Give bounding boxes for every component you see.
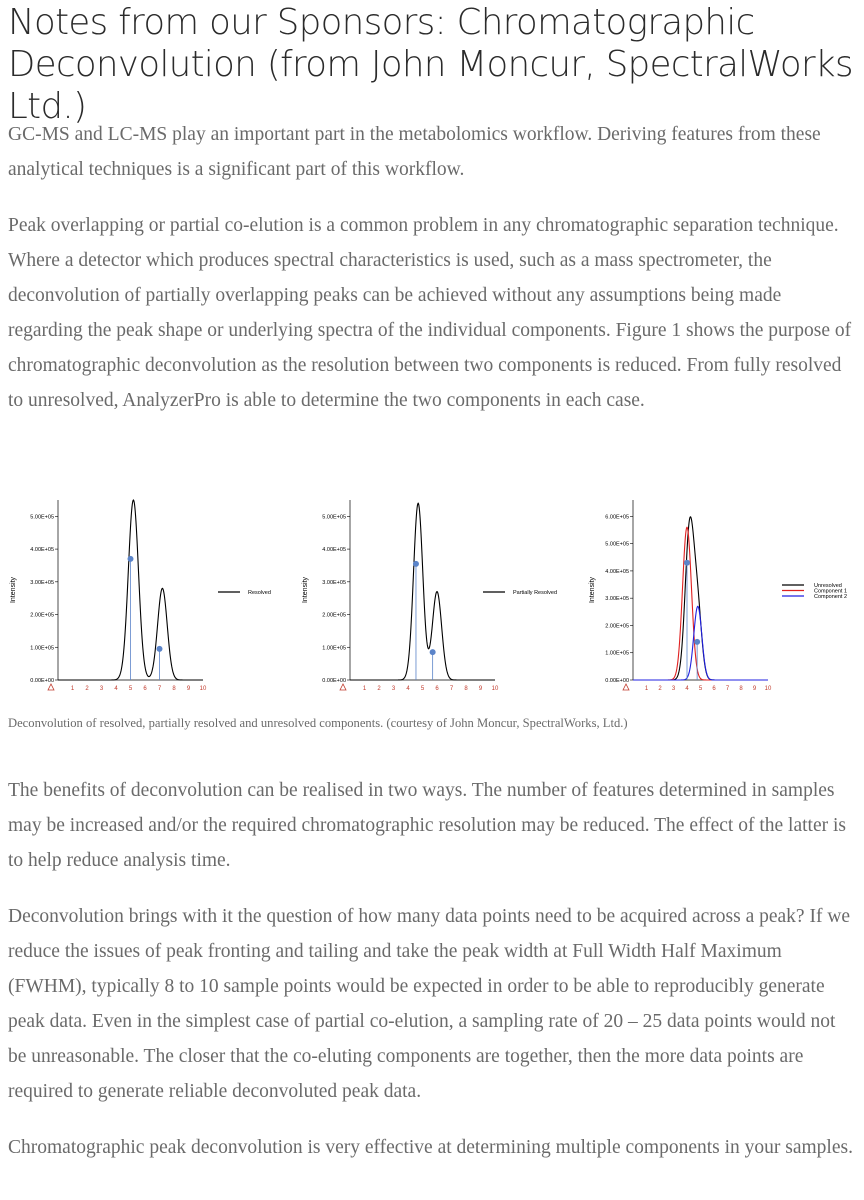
x-tick-label: 8 — [739, 686, 743, 692]
x-tick-label: 4 — [406, 686, 410, 692]
x-tick-label: 1 — [644, 686, 649, 692]
origin-marker-icon — [48, 684, 54, 690]
series-line-3 — [633, 606, 768, 680]
y-axis-label: Intensity — [302, 576, 309, 604]
y-tick-label: 5.00E+05 — [30, 514, 54, 521]
series-line-2 — [633, 527, 768, 680]
x-tick-label: 1 — [362, 686, 367, 692]
y-tick-label: 2.00E+05 — [322, 612, 346, 619]
y-tick-label: 1.00E+05 — [30, 645, 54, 652]
x-tick-label: 3 — [391, 686, 396, 692]
peak-marker — [128, 556, 134, 562]
peak-marker — [413, 561, 419, 567]
peak-marker — [684, 560, 690, 566]
y-axis-label: Intensity — [10, 576, 17, 604]
x-tick-label: 7 — [157, 686, 162, 692]
x-tick-label: 9 — [752, 686, 757, 692]
x-tick-label: 3 — [99, 686, 104, 692]
legend-label: Unresolved — [814, 583, 842, 589]
x-tick-label: 5 — [420, 686, 425, 692]
x-tick-label: 7 — [449, 686, 454, 692]
y-tick-label: 4.00E+05 — [30, 547, 54, 554]
series-line-1 — [350, 503, 495, 680]
paragraph-data-points: Deconvolution brings with it the question of how many data points need to be acquired across a peak? If we reduce the issues of peak fronting and tailing and take the peak width at Full Width Half Maximum (FWHM), typically 8 to 10 sample points would be expected in order to be able to reproducibly generate peak data. Even in the simplest case of partial co-elution, a sampling rate of 20 – 25 data points would not be unreasonable. The closer that the co-eluting components are together, then the more data points are required to generate reliable deconvoluted peak data. — [8, 906, 851, 1102]
x-tick-label: 8 — [172, 686, 176, 692]
paragraph-intro: GC-MS and LC-MS play an important part in the metabolomics workflow. Deriving features from these analytical techniques is a significant part of this workflow. — [8, 124, 821, 180]
y-tick-label: 4.00E+05 — [605, 568, 629, 575]
y-tick-label: 5.00E+05 — [322, 514, 346, 521]
x-tick-label: 7 — [725, 686, 730, 692]
x-tick-label: 4 — [114, 686, 118, 692]
paragraph-peak-overlap: Peak overlapping or partial co-elution is a common problem in any chromatographic separation technique. Where a detector which produces spectral characteristics is used, such as a mass spectrometer, the deconvolution of partially overlapping peaks can be achieved without any assumptions being made regarding the peak shape or underlying spectra of the individual components. Figure 1 shows the purpose of chromatographic deconvolution as the resolution between two components is reduced. From fully resolved to unresolved, AnalyzerPro is able to determine the two components in each case. — [8, 215, 852, 411]
x-tick-label: 10 — [491, 686, 499, 692]
chart-panel-1 — [10, 500, 271, 692]
x-tick-label: 9 — [186, 686, 191, 692]
x-tick-label: 2 — [85, 686, 89, 692]
y-tick-label: 2.00E+05 — [30, 612, 54, 619]
legend-label: Resolved — [248, 590, 271, 596]
y-tick-label: 4.00E+05 — [322, 547, 346, 554]
x-tick-label: 5 — [128, 686, 133, 692]
x-tick-label: 6 — [712, 686, 716, 692]
y-axis-label: Intensity — [589, 576, 596, 604]
x-tick-label: 10 — [764, 686, 772, 692]
x-tick-label: 2 — [377, 686, 381, 692]
legend-label: Component 2 — [814, 594, 848, 600]
x-tick-label: 8 — [464, 686, 468, 692]
x-tick-label: 2 — [658, 686, 662, 692]
y-tick-label: 0.00E+00 — [605, 678, 629, 684]
origin-marker-icon — [623, 684, 629, 690]
x-tick-label: 6 — [143, 686, 147, 692]
peak-marker — [430, 649, 436, 655]
x-tick-label: 1 — [70, 686, 75, 692]
article-title: Notes from our Sponsors: Chromatographic Deconvolution (from John Moncur, SpectralWorks Ltd.) — [8, 2, 853, 127]
chart-panel-2 — [302, 500, 557, 692]
y-tick-label: 1.00E+05 — [605, 650, 629, 657]
y-tick-label: 5.00E+05 — [605, 541, 629, 548]
x-tick-label: 6 — [435, 686, 439, 692]
peak-marker — [694, 639, 700, 645]
deconvolution-figure — [0, 490, 856, 700]
y-tick-label: 1.00E+05 — [322, 645, 346, 652]
series-line-1 — [633, 517, 768, 680]
y-tick-label: 0.00E+00 — [30, 678, 54, 684]
x-tick-label: 9 — [478, 686, 483, 692]
y-tick-label: 3.00E+05 — [322, 579, 346, 586]
origin-marker-icon — [340, 684, 346, 690]
y-tick-label: 6.00E+05 — [605, 514, 629, 521]
y-tick-label: 2.00E+05 — [605, 623, 629, 630]
paragraph-conclusion: Chromatographic peak deconvolution is very effective at determining multiple components in your samples. — [8, 1137, 853, 1158]
y-tick-label: 0.00E+00 — [322, 678, 346, 684]
x-tick-label: 5 — [698, 686, 703, 692]
y-tick-label: 3.00E+05 — [30, 579, 54, 586]
peak-marker — [157, 646, 163, 652]
x-tick-label: 10 — [199, 686, 207, 692]
chart-panel-3 — [589, 500, 847, 692]
x-tick-label: 3 — [671, 686, 676, 692]
figure-caption: Deconvolution of resolved, partially resolved and unresolved components. (courtesy of John Moncur, SpectralWorks, Ltd.) — [8, 716, 628, 730]
paragraph-benefits: The benefits of deconvolution can be realised in two ways. The number of features determined in samples may be increased and/or the required chromatographic resolution may be reduced. The effect of the latter is to help reduce analysis time. — [8, 780, 846, 871]
legend-label: Component 1 — [814, 588, 848, 595]
y-tick-label: 3.00E+05 — [605, 596, 629, 603]
x-tick-label: 4 — [685, 686, 689, 692]
legend-label: Partially Resolved — [513, 590, 558, 596]
